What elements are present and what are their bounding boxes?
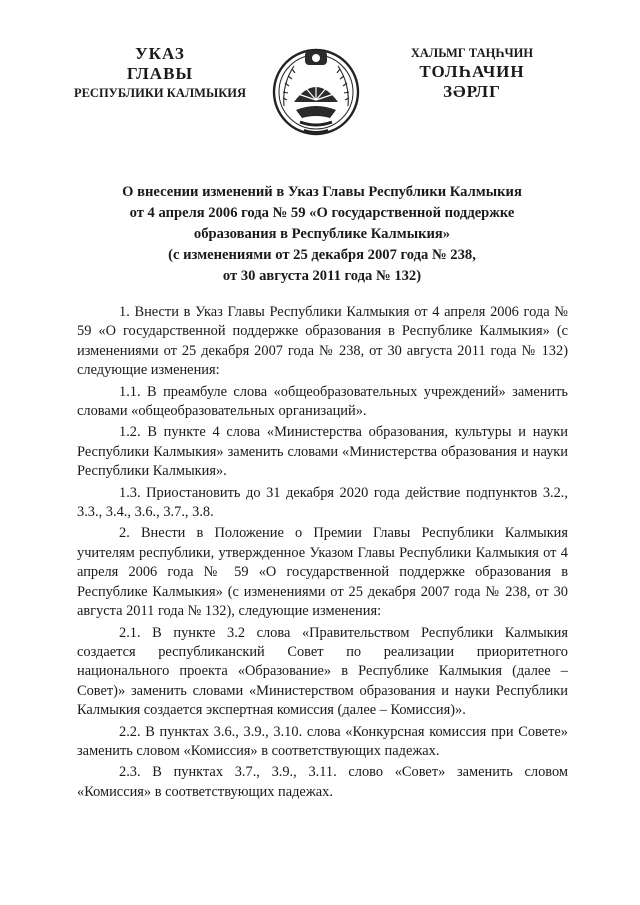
issuer-line-1: УКАЗ <box>135 44 185 63</box>
title-line-2: от 4 апреля 2006 года № 59 «О государственной поддержке <box>129 205 515 221</box>
coat-of-arms-icon <box>270 44 362 140</box>
title-line-3: образования в Республике Калмыкия» <box>193 226 451 242</box>
title-line-5: от 30 августа 2011 года № 132) <box>222 268 422 284</box>
paragraph-2: 2. Внести в Положение о Премии Главы Республики Калмыкия учителям республики, утвержденное Указом Главы Республики Калмыкия от 4 апреля 2006 года № 59 «О государственной поддержке образования в Республике Калмыкия» (с изменениями от 25 декабря 2007 года № 238, от 30 августа 2011 года № 132), следующие изменения: <box>77 525 568 620</box>
issuer-line-3: РЕСПУБЛИКИ КАЛМЫКИЯ <box>73 86 247 100</box>
decree-title <box>80 182 564 287</box>
paragraph-2-2: 2.2. В пунктах 3.6., 3.9., 3.10. слова «Конкурсная комиссия при Совете» заменить словом «Комиссия» в соответствующих падежах. <box>77 723 568 759</box>
title-line-4: (с изменениями от 25 декабря 2007 года № 238, <box>168 247 476 263</box>
issuer-kalmyk-line-2: ТОЛҺАЧИН <box>419 62 525 81</box>
decree-body <box>77 303 568 804</box>
issuer-block-russian <box>60 44 260 102</box>
title-line-1: О внесении изменений в Указ Главы Республики Калмыкия <box>122 184 522 200</box>
paragraph-1-3: 1.3. Приостановить до 31 декабря 2020 года действие подпунктов 3.2., 3.3., 3.4., 3.6., 3.7., 3.8. <box>77 484 568 521</box>
paragraph-2-3: 2.3. В пунктах 3.7., 3.9., 3.11. слово «Совет» заменить словом «Комиссия» в соответствующих падежах. <box>77 764 568 800</box>
paragraph-1: 1. Внести в Указ Главы Республики Калмыкия от 4 апреля 2006 года № 59 «О государственной поддержке образования в Республике Калмыкия» (с изменениями от 25 декабря 2007 года № 238, от 30 августа 2011 года № 132) следующие изменения: <box>77 304 568 379</box>
paragraph-1-2: 1.2. В пункте 4 слова «Министерства образования, культуры и науки Республики Калмыкия» заменить словами «Министерства образования и науки Республики Калмыкия». <box>77 424 568 480</box>
issuer-line-2: ГЛАВЫ <box>126 64 194 83</box>
issuer-block-kalmyk <box>372 44 572 102</box>
paragraph-1-1: 1.1. В преамбуле слова «общеобразовательных учреждений» заменить словами «общеобразовательных организаций». <box>77 383 568 420</box>
paragraph-2-1: 2.1. В пункте 3.2 слова «Правительством Республики Калмыкия создается республиканский Совет по реализации приоритетного национального проекта «Образование» в Республике Калмыкия (далее – Совет)» заменить словами «Министерством образования и науки Республики Калмыкия создается экспертная комиссия (далее – Комиссия)». <box>77 624 568 719</box>
issuer-kalmyk-line-1: ХАЛЬМГ ТАҢҺЧИН <box>410 46 534 60</box>
issuer-kalmyk-line-3: ЗӘРЛГ <box>443 82 501 101</box>
